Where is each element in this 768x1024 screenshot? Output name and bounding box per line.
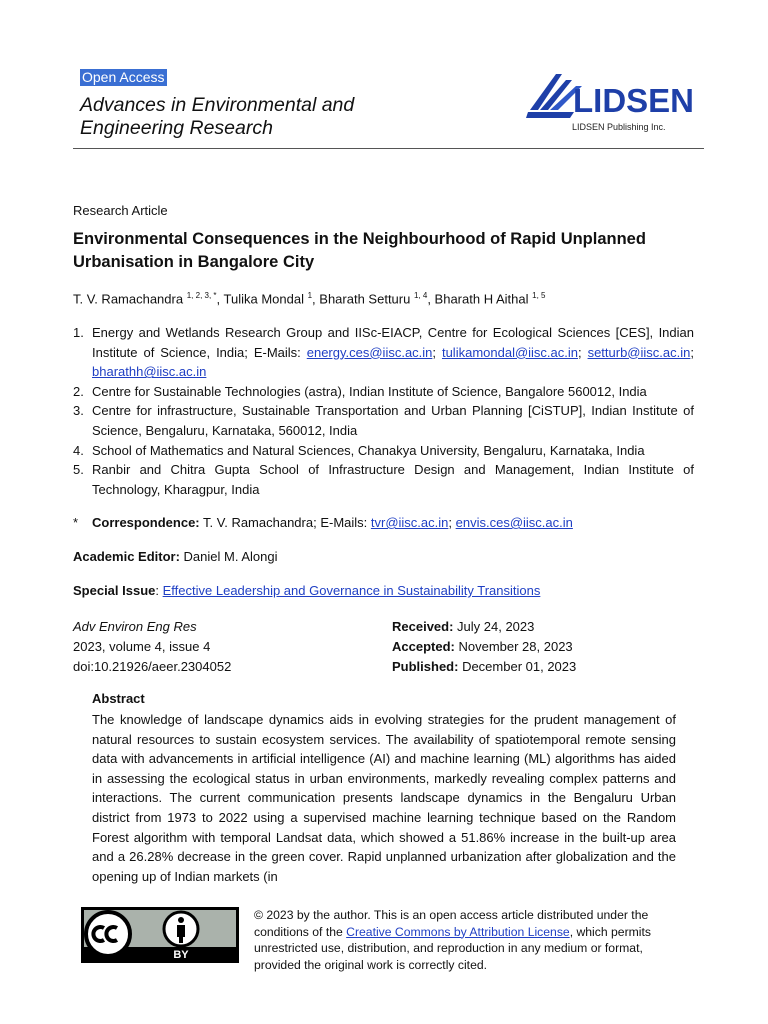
email-link[interactable]: tulikamondal@iisc.ac.in [441, 344, 578, 360]
academic-editor: Academic Editor: Daniel M. Alongi [73, 549, 278, 564]
affiliation-item: 4. School of Mathematics and Natural Sciences, Chanakya University, Bengaluru, Karnataka, India [73, 442, 645, 458]
license-link[interactable]: Creative Commons by Attribution License [346, 924, 570, 939]
email-link[interactable]: bharathh@iisc.ac.in [92, 364, 207, 380]
author-name: Tulika Mondal [223, 291, 304, 307]
article-title: Environmental Consequences in the Neighbourhood of Rapid Unplanned Urbanisation in Bangalore City [73, 230, 646, 271]
article-type: Research Article [73, 203, 168, 218]
affiliation-item: 3. Centre for infrastructure, Sustainable Transportation and Urban Planning [CiSTUP], Indian Institute of Science, Bengaluru, Karnataka, 560012, India [73, 403, 694, 438]
journal-title: Advances in Environmental and Engineering Research [80, 94, 355, 139]
logo-wordmark: LIDSEN [573, 82, 695, 119]
affiliation-item: 2. Centre for Sustainable Technologies (astra), Indian Institute of Science, Bangalore 560012, India [73, 383, 647, 399]
cc-by-label: BY [173, 949, 189, 961]
email-link[interactable]: setturb@iisc.ac.in [587, 344, 691, 360]
author-affiliation-marks: 1, 5 [532, 291, 546, 300]
special-issue: Special Issue: Effective Leadership and Governance in Sustainability Transitions [73, 583, 541, 598]
cc-by-license-icon[interactable] [81, 907, 239, 963]
author-name: T. V. Ramachandra [73, 291, 184, 307]
license-statement: © 2023 by the author. This is an open access article distributed under the conditions of the Creative Commons by Attribution License, which permits unrestricted use, distribution, and reproduction in any medium or format, provided the original work is correctly cited. [254, 908, 651, 972]
special-issue-link[interactable]: Effective Leadership and Governance in Sustainability Transitions [162, 583, 541, 598]
correspondence: * Correspondence: T. V. Ramachandra; E-Mails: tvr@iisc.ac.in; envis.ces@iisc.ac.in [73, 515, 573, 530]
email-link[interactable]: envis.ces@iisc.ac.in [455, 515, 573, 530]
author-name: Bharath H Aithal [434, 291, 529, 307]
publication-dates: Received: July 24, 2023 Accepted: November 28, 2023 Published: December 01, 2023 [392, 619, 577, 674]
author-affiliation-marks: 1, 2, 3, * [186, 291, 217, 300]
affiliation-item: 5. Ranbir and Chitra Gupta School of Infrastructure Design and Management, Indian Institute of Technology, Kharagpur, India [73, 462, 694, 497]
citation-info: Adv Environ Eng Res 2023, volume 4, issue 4 doi:10.21926/aeer.2304052 [73, 619, 232, 674]
author-name: Bharath Setturu [319, 291, 411, 307]
author-affiliation-marks: 1 [307, 291, 313, 300]
affiliation-list [73, 323, 694, 499]
open-access-badge: Open Access [82, 69, 165, 85]
author-list: T. V. Ramachandra $^{1, 2, 3, *}$, Tulika Mondal $^1$, Bharath Setturu $^{1, 4}$, Bharath H Aithal $^{1, 5}$ [73, 291, 546, 307]
header-divider [73, 148, 704, 149]
author-affiliation-marks: 1, 4 [413, 291, 428, 300]
logo-subtitle: LIDSEN Publishing Inc. [572, 122, 666, 132]
affiliation-item: 1. Energy and Wetlands Research Group and IISc-EIACP, Centre for Ecological Sciences [CES], Indian Institute of Science, India; E-Mails: energy.ces@iisc.ac.in; tulikamondal@iisc.ac.in; setturb@iisc.ac.in; bharathh@iisc.ac.in [73, 325, 694, 380]
email-link[interactable]: energy.ces@iisc.ac.in [306, 344, 433, 360]
abstract-text: The knowledge of landscape dynamics aids in evolving strategies for the prudent management of natural resources to sustain ecosystem services. The availability of spatiotemporal remote sensing data with advancements in artificial intelligence (AI) and machine learning (ML) algorithms has aided in assessing the ecological status in urban environments, markedly revealing complex patterns and interactions. The current communication presents landscape dynamics in the Bengaluru Urban district from 1973 to 2022 using a supervised machine learning technique based on the Random Forest algorithm with temporal Landsat data, which showed a 51.86% increase in the built-up area and a 26.28% decrease in the green cover. Rapid unplanned urbanization after globalization and the opening up of Indian markets (in [92, 712, 676, 884]
email-link[interactable]: tvr@iisc.ac.in [370, 515, 449, 530]
abstract-heading: Abstract [92, 691, 145, 706]
